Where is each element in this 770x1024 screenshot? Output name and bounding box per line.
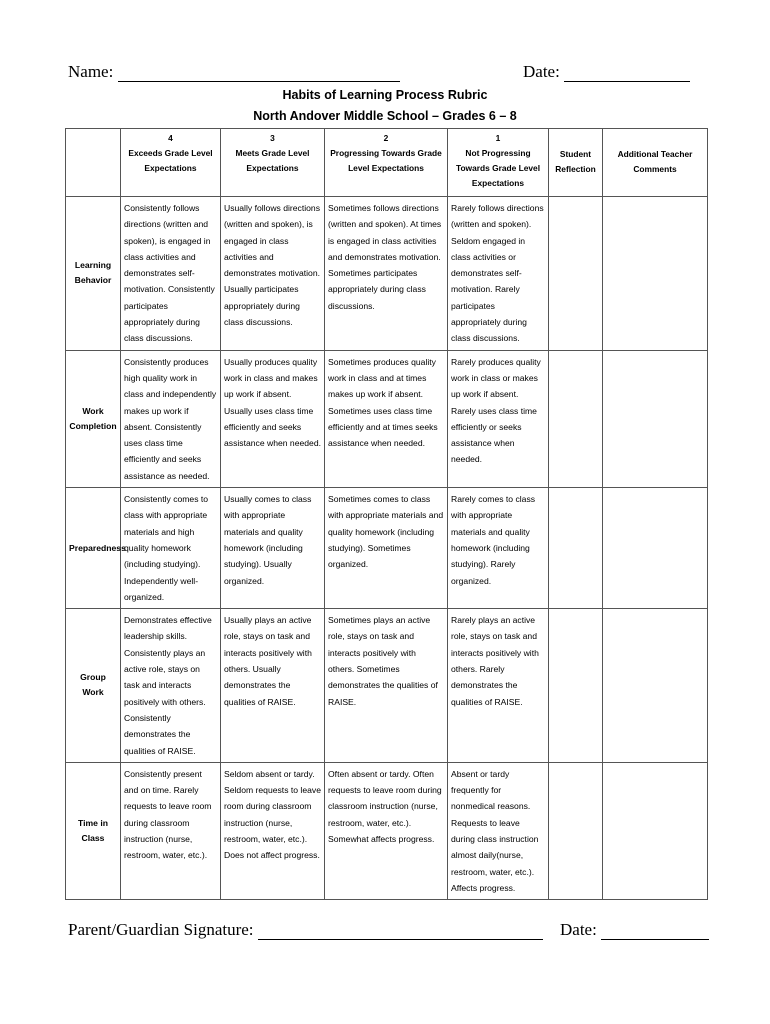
school-subtitle: North Andover Middle School – Grades 6 – 8 (253, 109, 517, 123)
rubric-cell: Sometimes plays an active role, stays on task and interacts positively with others. Sometimes demonstrates the qualities of RAISE. (325, 609, 448, 763)
date-label-top: Date: (523, 62, 560, 81)
rubric-cell: Sometimes produces quality work in class and at times makes up work if absent. Sometimes uses class time efficiently and at times seeks assistance when needed. (325, 350, 448, 487)
rubric-cell: Rarely plays an active role, stays on task and interacts positively with others. Rarely demonstrates the qualities of RAISE. (448, 609, 549, 763)
rubric-cell: Usually comes to class with appropriate materials and quality homework (including studying). Usually organized. (221, 488, 325, 609)
rubric-cell: Consistently follows directions (written and spoken), is engaged in class activities and demonstrates self-motivation. Consistently participates appropriately during class discussions. (121, 197, 221, 351)
rubric-cell: Sometimes comes to class with appropriate materials and quality homework (including studying). Sometimes organized. (325, 488, 448, 609)
rubric-cell: Seldom absent or tardy. Seldom requests to leave room during classroom instruction (nurse, restroom, water, etc.). Does not affect progress. (221, 762, 325, 899)
teacher-comments-cell[interactable] (603, 488, 708, 609)
header-level-3: 3 Meets Grade Level Expectations (221, 129, 325, 197)
row-category: Learning Behavior (66, 197, 121, 351)
rubric-cell: Rarely produces quality work in class or makes up work if absent. Rarely uses class time efficiently or seeks assistance when needed. (448, 350, 549, 487)
teacher-comments-cell[interactable] (603, 609, 708, 763)
date-label-bottom: Date: (560, 920, 597, 939)
signature-line (68, 920, 543, 940)
rubric-cell: Usually plays an active role, stays on task and interacts positively with others. Usually demonstrates the qualities of RAISE. (221, 609, 325, 763)
table-header-row (66, 129, 708, 197)
row-category: Time in Class (66, 762, 121, 899)
table-row (66, 762, 708, 899)
rubric-cell: Absent or tardy frequently for nonmedical reasons. Requests to leave during class instruction almost daily(nurse, restroom, water, etc.). Affects progress. (448, 762, 549, 899)
table-row (66, 609, 708, 763)
student-reflection-cell[interactable] (549, 350, 603, 487)
rubric-title: Habits of Learning Process Rubric (282, 88, 488, 102)
rubric-cell: Rarely comes to class with appropriate materials and quality homework (including studying). Rarely organized. (448, 488, 549, 609)
name-field[interactable] (118, 67, 400, 82)
table-row (66, 350, 708, 487)
rubric-cell: Usually follows directions (written and spoken), is engaged in class activities and demonstrates motivation. Usually participates appropriately during class discussions. (221, 197, 325, 351)
row-category: Work Completion (66, 350, 121, 487)
row-category: Group Work (66, 609, 121, 763)
header-teacher-comments: Additional Teacher Comments (603, 129, 708, 197)
teacher-comments-cell[interactable] (603, 350, 708, 487)
name-line (68, 62, 400, 82)
rubric-cell: Demonstrates effective leadership skills. Consistently plays an active role, stays on task and interacts positively with others. Consistently demonstrates the qualities of RAISE. (121, 609, 221, 763)
header-level-2: 2 Progressing Towards Grade Level Expectations (325, 129, 448, 197)
rubric-cell: Consistently present and on time. Rarely requests to leave room during classroom instruction (nurse, restroom, water, etc.). (121, 762, 221, 899)
rubric-cell: Often absent or tardy. Often requests to leave room during classroom instruction (nurse, restroom, water, etc.). Somewhat affects progress. (325, 762, 448, 899)
date-field-bottom[interactable] (601, 925, 709, 940)
rubric-cell: Rarely follows directions (written and spoken). Seldom engaged in class activities or demonstrates self-motivation. Rarely participates appropriately during class discussions. (448, 197, 549, 351)
student-reflection-cell[interactable] (549, 488, 603, 609)
header-student-reflection: Student Reflection (549, 129, 603, 197)
student-reflection-cell[interactable] (549, 197, 603, 351)
date-field-top[interactable] (564, 67, 690, 82)
header-corner-cell (66, 129, 121, 197)
date-line-bottom (560, 920, 709, 940)
teacher-comments-cell[interactable] (603, 762, 708, 899)
rubric-cell: Sometimes follows directions (written and spoken). At times is engaged in class activities and demonstrates motivation. Sometimes participates appropriately during class discussions. (325, 197, 448, 351)
signature-field[interactable] (258, 925, 543, 940)
signature-label: Parent/Guardian Signature: (68, 920, 254, 939)
header-level-4: 4 Exceeds Grade Level Expectations (121, 129, 221, 197)
student-reflection-cell[interactable] (549, 762, 603, 899)
rubric-cell: Consistently produces high quality work in class and independently makes up work if absent. Consistently uses class time efficiently and seeks assistance as needed. (121, 350, 221, 487)
rubric-cell: Usually produces quality work in class and makes up work if absent. Usually uses class time efficiently and seeks assistance when needed. (221, 350, 325, 487)
date-line-top (523, 62, 690, 82)
teacher-comments-cell[interactable] (603, 197, 708, 351)
row-category: Preparedness (66, 488, 121, 609)
header-level-1: 1 Not Progressing Towards Grade Level Expectations (448, 129, 549, 197)
name-label: Name: (68, 62, 114, 81)
table-row (66, 488, 708, 609)
rubric-cell: Consistently comes to class with appropriate materials and high quality homework (including studying). Independently well-organized. (121, 488, 221, 609)
table-row (66, 197, 708, 351)
student-reflection-cell[interactable] (549, 609, 603, 763)
rubric-table (65, 128, 708, 900)
